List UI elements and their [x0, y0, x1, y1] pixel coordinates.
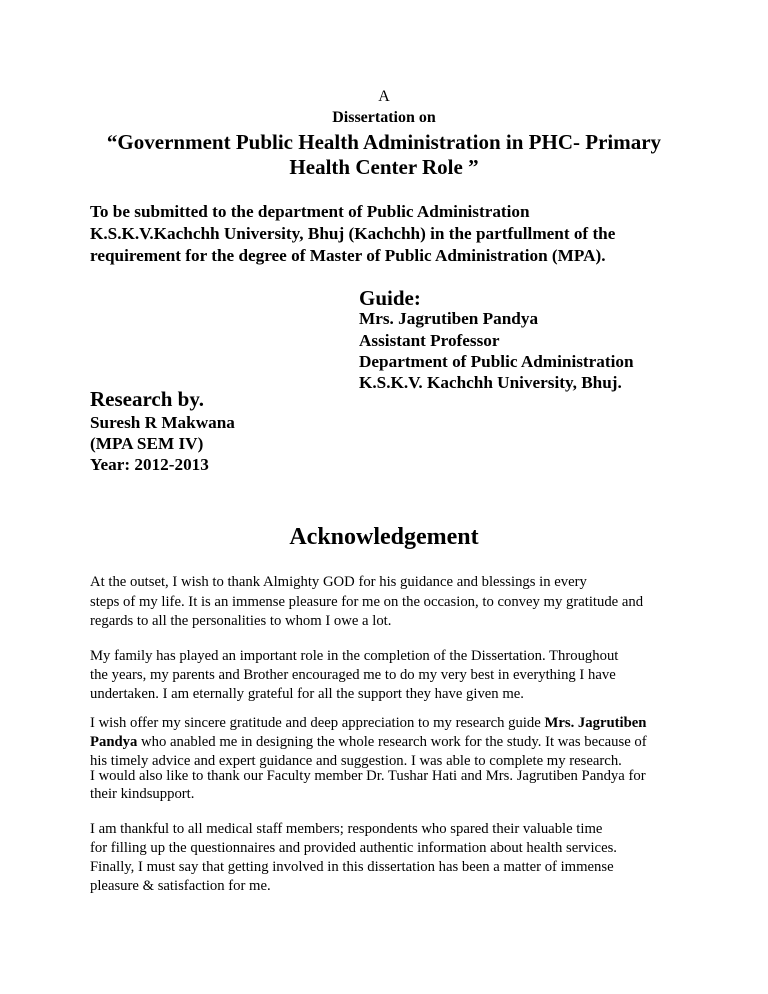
paragraph-text: I wish offer my sincere gratitude and deep appreciation to my research guide [90, 715, 545, 731]
paragraph-line: for filling up the questionnaires and provided authentic information about health services. [90, 840, 617, 856]
researcher-name: Suresh R Makwana [90, 413, 235, 432]
guide-title: Assistant Professor [359, 331, 500, 350]
research-heading: Research by. [90, 387, 204, 411]
paragraph-text: who anabled me in designing the whole research work for the study. It was because of [137, 734, 647, 750]
dissertation-label: Dissertation on [332, 109, 436, 126]
title-article: A [378, 88, 390, 105]
paragraph-line: pleasure & satisfaction for me. [90, 878, 271, 894]
paragraph-line: the years, my parents and Brother encouraged me to do my very best in everything I have [90, 667, 616, 683]
submission-line: K.S.K.V.Kachchh University, Bhuj (Kachchh) in the partfullment of the [90, 224, 616, 243]
dissertation-title-line1: “Government Public Health Administration in PHC- Primary [106, 130, 662, 154]
guide-university: K.S.K.V. Kachchh University, Bhuj. [359, 373, 622, 392]
paragraph-line: Finally, I must say that getting involved in this dissertation has been a matter of immense [90, 859, 614, 875]
guide-heading: Guide: [359, 286, 421, 310]
paragraph-line: I am thankful to all medical staff members; respondents who spared their valuable time [90, 821, 603, 837]
paragraph-line: undertaken. I am eternally grateful for all the support they have given me. [90, 686, 524, 702]
paragraph-line: My family has played an important role in the completion of the Dissertation. Throughout [90, 648, 619, 664]
submission-line: To be submitted to the department of Public Administration [90, 202, 530, 221]
dissertation-title-line2: Health Center Role ” [289, 155, 479, 179]
paragraph-line: I would also like to thank our Faculty member Dr. Tushar Hati and Mrs. Jagrutiben Pandya for [90, 768, 646, 784]
guide-department: Department of Public Administration [359, 352, 634, 371]
paragraph-line: regards to all the personalities to whom I owe a lot. [90, 613, 392, 629]
paragraph-line: steps of my life. It is an immense pleasure for me on the occasion, to convey my gratitude and [90, 594, 644, 610]
guide-name: Mrs. Jagrutiben Pandya [359, 309, 539, 328]
guide-surname-emphasis: Pandya [90, 734, 138, 750]
paragraph-line [90, 734, 647, 751]
researcher-year: Year: 2012-2013 [90, 455, 209, 474]
guide-name-emphasis: Mrs. Jagrutiben [544, 715, 647, 731]
acknowledgement-heading: Acknowledgement [289, 524, 479, 550]
paragraph-line: his timely advice and expert guidance and suggestion. I was able to complete my research. [90, 753, 622, 769]
paragraph-line: At the outset, I wish to thank Almighty GOD for his guidance and blessings in every [90, 574, 587, 590]
paragraph-line [90, 715, 646, 732]
researcher-semester: (MPA SEM IV) [90, 434, 204, 453]
paragraph-line: their kindsupport. [90, 786, 195, 802]
submission-line: requirement for the degree of Master of Public Administration (MPA). [90, 246, 606, 265]
